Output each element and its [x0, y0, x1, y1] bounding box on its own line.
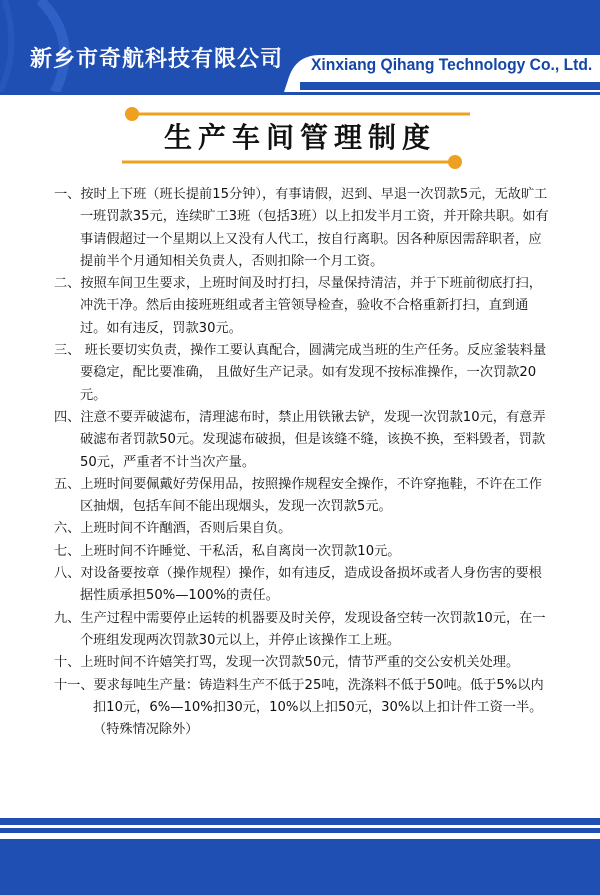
rules-list [54, 184, 554, 741]
rule-item: 三、 班长要切实负责，操作工要认真配合，圆满完成当班的生产任务。反应釜装料量要稳定，配比要准确， 且做好生产记录。如有发现不按标准操作，一次罚款20元。 [54, 343, 547, 403]
title-section [0, 100, 600, 180]
company-name-en: Xinxiang Qihang Technology Co., Ltd. [311, 55, 593, 74]
footer-stripe [0, 828, 600, 833]
page-title: 生产车间管理制度 [163, 121, 436, 154]
header-banner [0, 0, 600, 100]
footer-banner [0, 818, 600, 895]
rule-item: 七、上班时间不许睡觉、干私活，私自离岗一次罚款10元。 [54, 543, 401, 559]
rule-item: 九、生产过程中需要停止运转的机器要及时关停，发现设备空转一次罚款10元，在一个班组发现两次罚款30元以上，并停止该操作工上班。 [54, 610, 546, 648]
rule-item: 四、注意不要弄破滤布，清理滤布时，禁止用铁锹去铲，发现一次罚款10元，有意弄破滤布者罚款50元。发现滤布破损，但是该缝不缝，该换不换，至料毁者，罚款50元，严重者不计当次产量。 [54, 409, 546, 470]
rule-item: 二、按照车间卫生要求，上班时间及时打扫，尽量保持清洁，并于下班前彻底打扫，冲洗干净。然后由接班班组或者主管领导检查，验收不合格重新打扫，直到通过。如有违反，罚款30元。 [54, 276, 542, 336]
footer-stripe [0, 818, 600, 825]
company-name-cn: 新乡市奇航科技有限公司 [30, 47, 284, 72]
rule-item: 六、上班时间不许酗酒，否则后果自负。 [54, 521, 292, 537]
rule-item: 十一、要求每吨生产量：铸造料生产不低于25吨，洗涤料不低于50吨。低于5%以内扣10元，6%—10%扣30元，10%以上扣50元，30%以上扣计件工资一半。（特殊情况除外） [54, 677, 544, 738]
rule-item: 十、上班时间不许嬉笑打骂，发现一次罚款50元，情节严重的交公安机关处理。 [54, 655, 520, 671]
footer-block [0, 839, 600, 895]
rule-item: 五、上班时间要佩戴好劳保用品，按照操作规程安全操作，不许穿拖鞋，不许在工作区抽烟，包括车间不能出现烟头，发现一次罚款5元。 [54, 476, 542, 515]
rule-item: 八、对设备要按章（操作规程）操作，如有违反，造成设备损坏或者人身伤害的要根据性质承担50%—100%的责任。 [54, 566, 542, 604]
rule-item: 一、按时上下班（班长提前15分钟），有事请假，迟到、早退一次罚款5元，无故旷工一班罚款35元，连续旷工3班（包括3班）以上扣发半月工资，并开除共职。如有事请假超过一个星期以上又没有人代工，按自行离职。因各种原因需辞职者，应提前半个月通知相关负责人，否则扣除一个月工资。 [54, 187, 549, 269]
